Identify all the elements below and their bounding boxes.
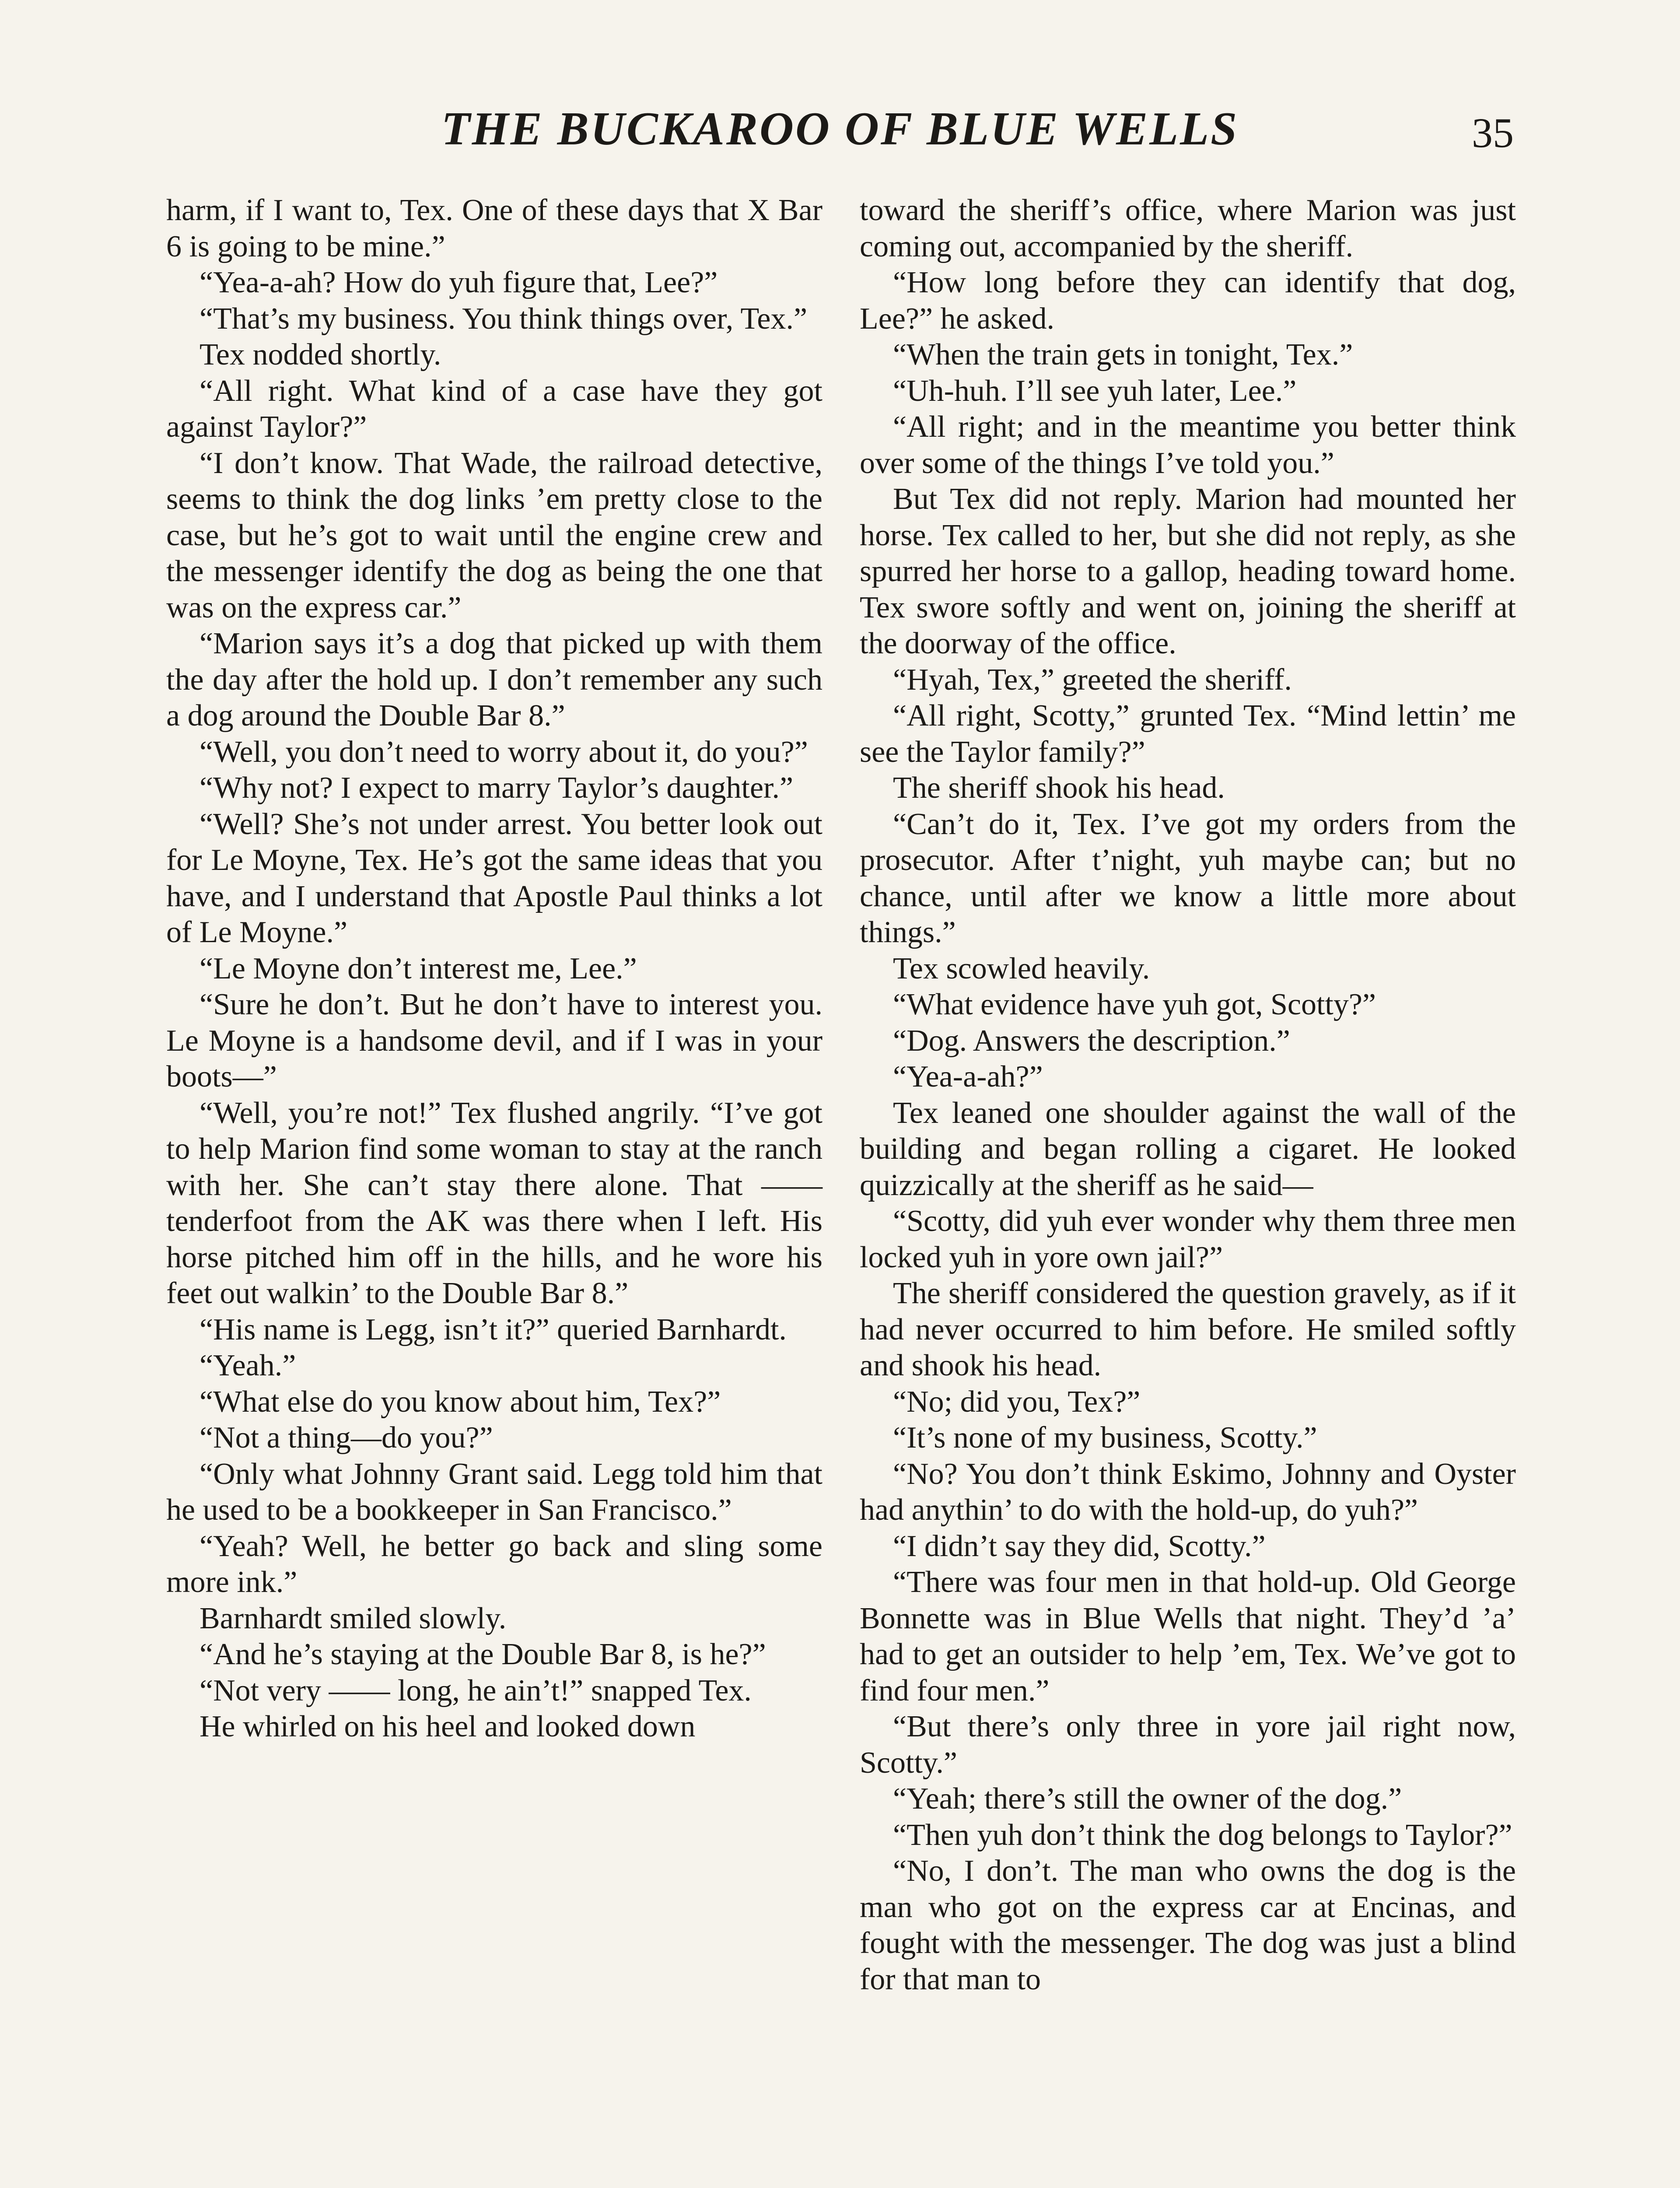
paragraph: “Then yuh don’t think the dog belongs to Taylor?” (893, 1818, 1512, 1852)
paragraph: “I don’t know. That Wade, the railroad detective, seems to think the dog links ’em pretty close to the case, but he’s got to wait until the engine crew and the messenger identify the dog as being the one that was on the express car.” (166, 446, 822, 624)
paragraph: “Well? She’s not under arrest. You better look out for Le Moyne, Tex. He’s got the same ideas that you have, and I understand that Apostle Paul thinks a lot of Le Moyne.” (166, 807, 822, 949)
paragraph: “No; did you, Tex?” (893, 1385, 1141, 1419)
paragraph: Barnhardt smiled slowly. (200, 1601, 507, 1635)
paragraph: But Tex did not reply. Marion had mounted her horse. Tex called to her, but she did not reply, as she spurred her horse to a gallop, heading toward home. Tex swore softly and went on, joining the sheriff at the doorway of the office. (860, 482, 1516, 660)
paragraph: “What else do you know about him, Tex?” (200, 1385, 721, 1419)
paragraph: He whirled on his heel and looked down (200, 1710, 696, 1743)
paragraph: “I didn’t say they did, Scotty.” (893, 1529, 1266, 1563)
paragraph: “His name is Legg, isn’t it?” queried Barnhardt. (200, 1312, 787, 1346)
page-header (166, 92, 1514, 166)
paragraph: “Hyah, Tex,” greeted the sheriff. (893, 663, 1292, 697)
running-title: THE BUCKAROO OF BLUE WELLS (441, 103, 1239, 155)
paragraph: “But there’s only three in yore jail right now, Scotty.” (860, 1710, 1516, 1780)
paragraph: “Yea-a-ah?” (893, 1060, 1043, 1094)
paragraph: “No? You don’t think Eskimo, Johnny and Oyster had anythin’ to do with the hold-up, do yuh?” (860, 1457, 1516, 1527)
paragraph: The sheriff shook his head. (893, 771, 1225, 805)
paragraph: “Marion says it’s a dog that picked up with them the day after the hold up. I don’t remember any such a dog around the Double Bar 8.” (166, 627, 822, 733)
paragraph: “Le Moyne don’t interest me, Lee.” (200, 951, 637, 985)
right-text-column (860, 193, 1516, 1998)
paragraph: harm, if I want to, Tex. One of these days that X Bar 6 is going to be mine.” (166, 193, 822, 263)
paragraph: “Scotty, did yuh ever wonder why them three men locked yuh in yore own jail?” (860, 1204, 1516, 1274)
left-text-column (166, 193, 822, 1745)
paragraph: “That’s my business. You think things over, Tex.” (200, 302, 808, 336)
paragraph: “Can’t do it, Tex. I’ve got my orders from the prosecutor. After t’night, yuh maybe can; but no chance, until after we know a little more about things.” (860, 807, 1516, 949)
paragraph: “Well, you don’t need to worry about it, do you?” (200, 735, 808, 769)
paragraph: The sheriff considered the question gravely, as if it had never occurred to him before. He smiled softly and shook his head. (860, 1276, 1516, 1382)
paragraph: “There was four men in that hold-up. Old George Bonnette was in Blue Wells that night. They’d ’a’ had to get an outsider to help ’em, Tex. We’ve got to find four men.” (860, 1565, 1516, 1708)
paragraph: “Yeah? Well, he better go back and sling some more ink.” (166, 1529, 822, 1599)
paragraph: “All right, Scotty,” grunted Tex. “Mind lettin’ me see the Taylor family?” (860, 699, 1516, 769)
paragraph: “What evidence have yuh got, Scotty?” (893, 988, 1376, 1021)
paragraph: “It’s none of my business, Scotty.” (893, 1421, 1317, 1455)
paragraph: “Yeah.” (200, 1349, 296, 1382)
paragraph: “Sure he don’t. But he don’t have to interest you. Le Moyne is a handsome devil, and if I was in your boots—” (166, 988, 822, 1094)
page-number: 35 (1472, 109, 1514, 156)
paragraph: “Not a thing—do you?” (200, 1421, 493, 1455)
paragraph: “Dog. Answers the description.” (893, 1024, 1290, 1058)
paragraph: “Not very —— long, he ain’t!” snapped Tex. (200, 1673, 752, 1708)
paragraph: “All right. What kind of a case have they got against Taylor?” (166, 374, 822, 444)
paragraph: Tex leaned one shoulder against the wall of the building and began rolling a cigaret. He looked quizzically at the sheriff as he said— (860, 1096, 1516, 1202)
paragraph: “No, I don’t. The man who owns the dog is the man who got on the express car at Encinas, and fought with the messenger. The dog was just a blind for that man to (860, 1854, 1516, 1996)
paragraph: “How long before they can identify that dog, Lee?” he asked. (860, 266, 1516, 336)
paragraph: “When the train gets in tonight, Tex.” (893, 338, 1353, 372)
paragraph: “Only what Johnny Grant said. Legg told him that he used to be a bookkeeper in San Francisco.” (166, 1457, 822, 1527)
paragraph: “Yeah; there’s still the owner of the dog.” (893, 1782, 1402, 1816)
paragraph: “Uh-huh. I’ll see yuh later, Lee.” (893, 374, 1297, 408)
paragraph: Tex nodded shortly. (200, 338, 441, 372)
paragraph: “And he’s staying at the Double Bar 8, is he?” (200, 1637, 766, 1671)
paragraph: “Well, you’re not!” Tex flushed angrily. “I’ve got to help Marion find some woman to stay at the ranch with her. She can’t stay there alone. That —— tenderfoot from the AK was there when I left. His horse pitched him off in the hills, and he wore his feet out walkin’ to the Double Bar 8.” (166, 1096, 822, 1310)
paragraph: “Yea-a-ah? How do yuh figure that, Lee?” (200, 266, 718, 299)
paragraph: toward the sheriff’s office, where Marion was just coming out, accompanied by the sheriff. (860, 193, 1516, 263)
paragraph: “All right; and in the meantime you better think over some of the things I’ve told you.” (860, 410, 1516, 480)
paragraph: “Why not? I expect to marry Taylor’s daughter.” (200, 771, 794, 805)
paragraph: Tex scowled heavily. (893, 951, 1150, 985)
